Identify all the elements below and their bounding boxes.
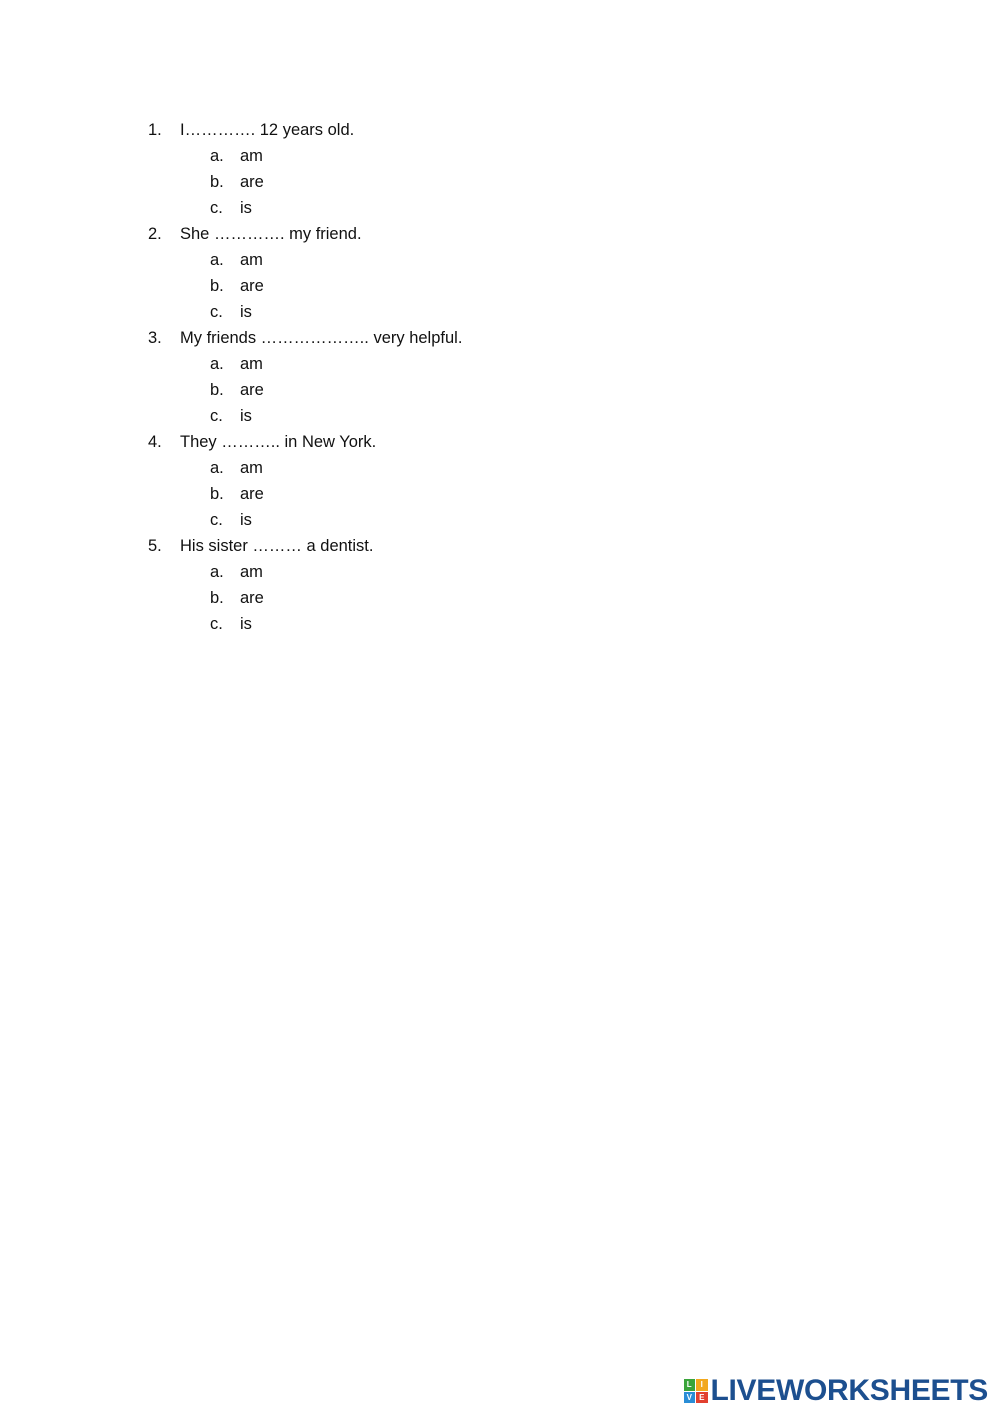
option-text: are [240,589,264,607]
question-line [148,117,848,143]
option-a[interactable] [148,559,848,585]
option-c[interactable] [148,611,848,637]
option-letter: b. [210,589,224,607]
logo-mark-icon [684,1379,708,1403]
question-number: 1. [148,121,162,139]
option-letter: b. [210,381,224,399]
option-a[interactable] [148,247,848,273]
question-text: They ……….. in New York. [180,433,377,451]
option-text: am [240,563,263,581]
question-number: 4. [148,433,162,451]
question-line [148,325,848,351]
option-letter: a. [210,251,224,269]
option-letter: a. [210,459,224,477]
option-text: is [240,615,252,633]
option-b[interactable] [148,169,848,195]
option-a[interactable] [148,455,848,481]
option-text: is [240,407,252,425]
question-line [148,429,848,455]
option-text: is [240,199,252,217]
option-text: am [240,251,263,269]
question-1 [148,117,848,221]
option-a[interactable] [148,351,848,377]
option-text: am [240,147,263,165]
logo-mark-letter: V [684,1392,696,1404]
question-3 [148,325,848,429]
question-number: 3. [148,329,162,347]
option-text: am [240,459,263,477]
option-b[interactable] [148,585,848,611]
logo-mark-letter: L [684,1379,696,1391]
liveworksheets-logo [684,1374,989,1408]
question-line [148,221,848,247]
option-c[interactable] [148,403,848,429]
question-2 [148,221,848,325]
option-b[interactable] [148,481,848,507]
question-4 [148,429,848,533]
option-b[interactable] [148,377,848,403]
option-text: is [240,511,252,529]
option-b[interactable] [148,273,848,299]
logo-mark-letter: I [696,1379,708,1391]
question-number: 2. [148,225,162,243]
question-text: I…………. 12 years old. [180,121,355,139]
option-text: are [240,277,264,295]
option-text: am [240,355,263,373]
question-text: She …………. my friend. [180,225,362,243]
option-text: are [240,485,264,503]
option-letter: a. [210,355,224,373]
option-text: are [240,173,264,191]
question-text: His sister ……… a dentist. [180,537,374,555]
option-letter: b. [210,277,224,295]
question-number: 5. [148,537,162,555]
option-letter: a. [210,147,224,165]
option-letter: a. [210,563,224,581]
question-5 [148,533,848,637]
option-c[interactable] [148,195,848,221]
option-letter: c. [210,199,223,217]
question-line [148,533,848,559]
option-text: is [240,303,252,321]
option-text: are [240,381,264,399]
option-letter: c. [210,407,223,425]
logo-mark-letter: E [696,1392,708,1404]
worksheet [148,117,848,637]
option-letter: c. [210,511,223,529]
logo-text: LIVEWORKSHEETS [710,1374,988,1407]
option-c[interactable] [148,507,848,533]
question-text: My friends ……………….. very helpful. [180,329,463,347]
option-c[interactable] [148,299,848,325]
option-letter: b. [210,173,224,191]
option-letter: b. [210,485,224,503]
option-a[interactable] [148,143,848,169]
option-letter: c. [210,303,223,321]
option-letter: c. [210,615,223,633]
